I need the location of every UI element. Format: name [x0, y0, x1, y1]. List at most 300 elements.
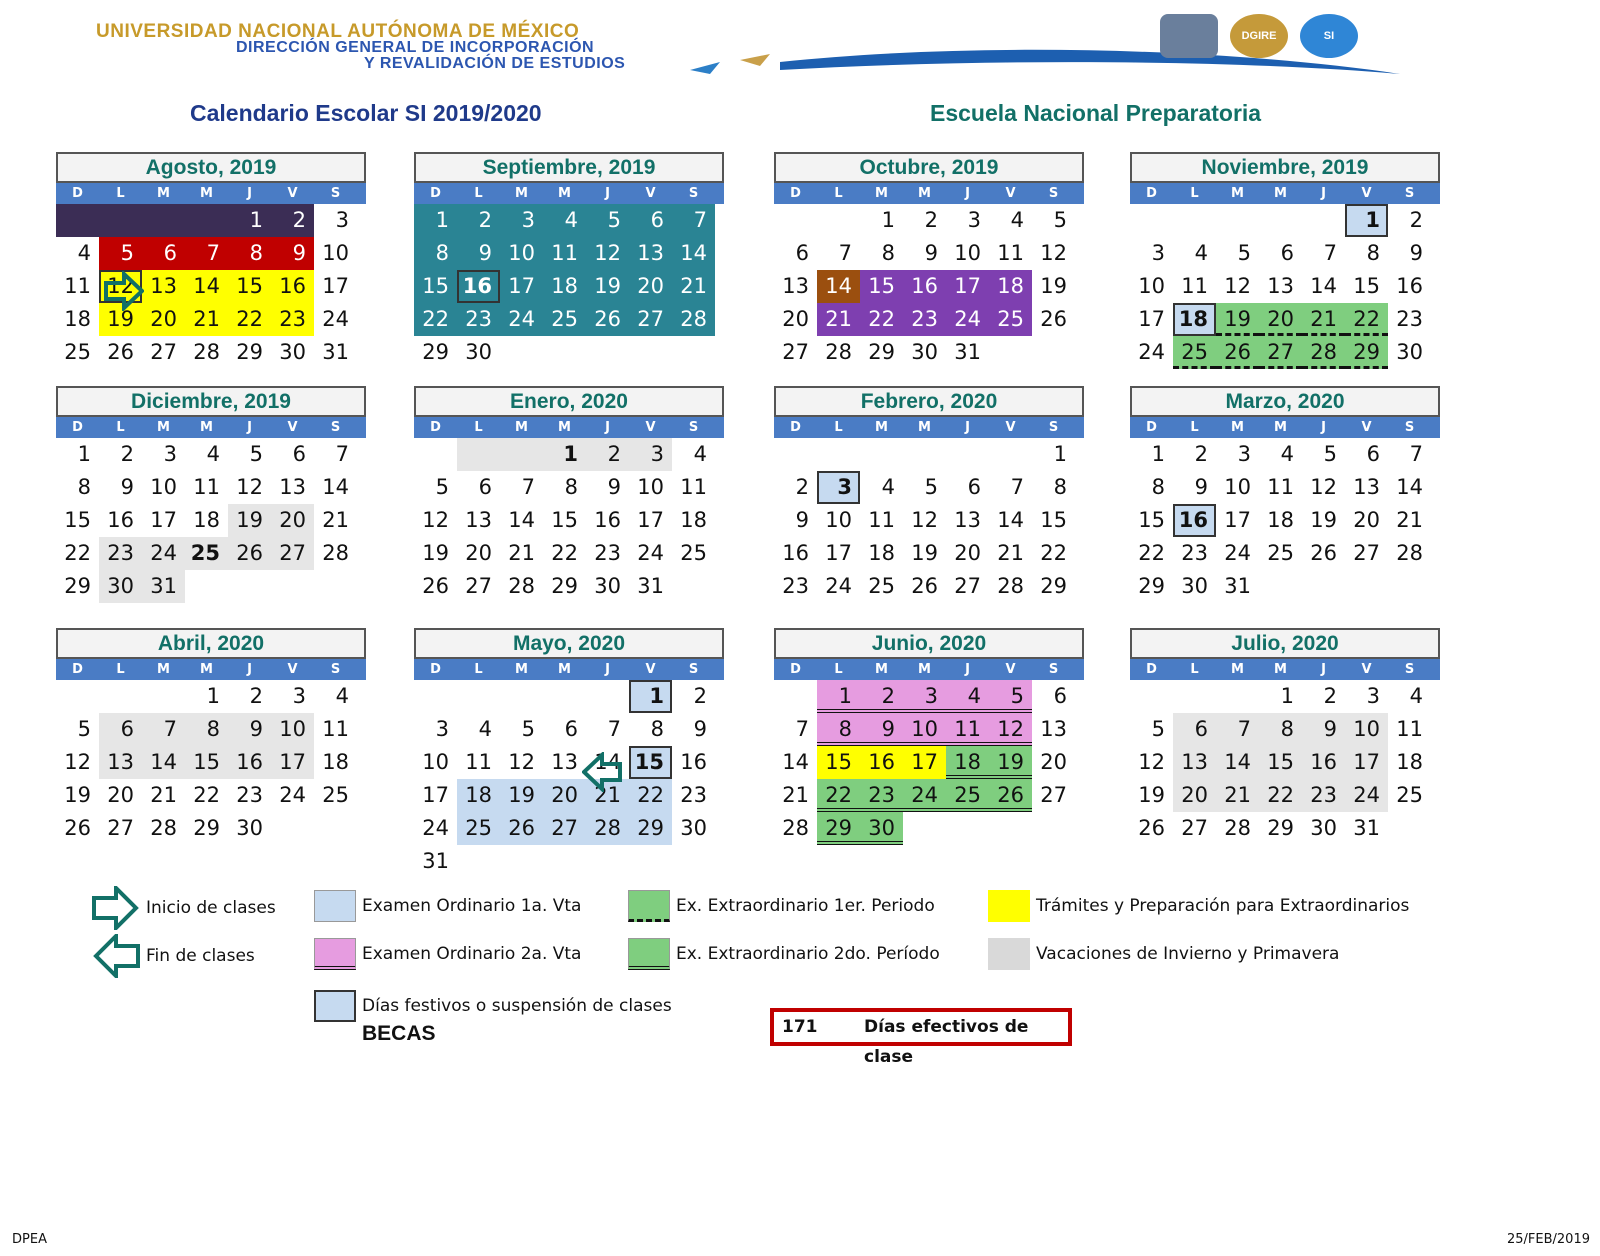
day-cell: 8 [564, 475, 578, 499]
day-cell: 19 [586, 270, 629, 303]
day-cell: 21 [1396, 508, 1423, 532]
legend-extra1 [628, 890, 935, 922]
day-cell: 22 [228, 303, 271, 336]
day-cell: 27 [1181, 816, 1208, 840]
day-cell: 26 [107, 340, 134, 364]
day-cell: 15 [629, 746, 672, 779]
weekday-label: S [1048, 662, 1059, 677]
day-cell: 14 [1216, 746, 1259, 779]
weekday-label: D [72, 420, 83, 435]
day-cell: 28 [825, 340, 852, 364]
day-cell: 8 [1151, 475, 1165, 499]
day-cell: 23 [236, 783, 263, 807]
day-cell: 19 [1310, 508, 1337, 532]
day-cell: 24 [279, 783, 306, 807]
weekday-label: J [247, 420, 252, 435]
day-cell: 9 [1194, 475, 1208, 499]
swatch-vacaciones [988, 938, 1030, 970]
weekday-label: S [1404, 662, 1415, 677]
unam-seal-icon [1160, 14, 1218, 58]
day-cell: 12 [64, 750, 91, 774]
day-cell: 19 [1216, 303, 1259, 336]
day-cell: 12 [99, 270, 142, 303]
day-cell: 3 [292, 684, 306, 708]
month-calendar [414, 386, 724, 603]
day-cell: 29 [551, 574, 578, 598]
day-cell: 9 [1409, 241, 1423, 265]
weekday-label: S [688, 186, 699, 201]
day-cell: 27 [271, 537, 314, 570]
day-cell: 9 [795, 508, 809, 532]
day-cell: 28 [508, 574, 535, 598]
day-cell: 7 [1409, 442, 1423, 466]
weekday-label: S [330, 662, 341, 677]
legend-ord2 [314, 938, 581, 970]
day-cell: 23 [1396, 307, 1423, 331]
month-calendar [56, 386, 366, 603]
weekday-label: D [1146, 420, 1157, 435]
day-cell: 20 [1040, 750, 1067, 774]
day-cell: 29 [64, 574, 91, 598]
arrow-left-icon [92, 934, 140, 978]
day-cell: 9 [693, 717, 707, 741]
dgire-logo: DGIRE [1230, 14, 1288, 58]
day-cell: 10 [825, 508, 852, 532]
month-title: Julio, 2020 [1130, 628, 1440, 659]
day-cell: 31 [954, 340, 981, 364]
weekday-label: D [1146, 662, 1157, 677]
day-cell: 3 [500, 204, 543, 237]
weekday-label: L [116, 420, 125, 435]
day-cell: 20 [465, 541, 492, 565]
day-cell: 21 [185, 303, 228, 336]
day-cell: 5 [77, 717, 91, 741]
month-title: Febrero, 2020 [774, 386, 1084, 417]
day-cell: 13 [629, 237, 672, 270]
day-cell: 28 [150, 816, 177, 840]
day-cell: 15 [817, 746, 860, 779]
day-cell: 7 [795, 717, 809, 741]
day-cell: 15 [1138, 508, 1165, 532]
day-cell: 20 [1173, 779, 1216, 812]
day-cell: 16 [457, 270, 500, 303]
day-cell: 28 [1302, 336, 1345, 369]
day-cell: 5 [435, 475, 449, 499]
day-cell: 16 [107, 508, 134, 532]
footer-left: DPEA [12, 1232, 47, 1247]
day-cell: 17 [903, 746, 946, 779]
empty-cell [1130, 680, 1173, 713]
day-cell: 2 [1194, 442, 1208, 466]
empty-cell [903, 438, 946, 471]
day-cell: 24 [637, 541, 664, 565]
day-cell: 20 [1353, 508, 1380, 532]
day-cell: 25 [543, 303, 586, 336]
month-calendar [774, 628, 1084, 845]
day-cell: 14 [817, 270, 860, 303]
weekday-label: D [790, 420, 801, 435]
weekday-header [414, 659, 724, 680]
weekday-label: V [287, 420, 298, 435]
day-cell: 16 [1302, 746, 1345, 779]
footer-right: 25/FEB/2019 [1507, 1232, 1590, 1247]
day-cell: 11 [1181, 274, 1208, 298]
day-grid [1130, 204, 1440, 369]
day-cell: 31 [1353, 816, 1380, 840]
month-title: Marzo, 2020 [1130, 386, 1440, 417]
weekday-label: D [430, 662, 441, 677]
weekday-header [774, 417, 1084, 438]
weekday-label: S [1404, 420, 1415, 435]
day-cell: 17 [422, 783, 449, 807]
month-title: Septiembre, 2019 [414, 152, 724, 183]
day-cell: 23 [457, 303, 500, 336]
day-cell: 28 [1224, 816, 1251, 840]
day-cell: 17 [1345, 746, 1388, 779]
class-start-arrow-icon [104, 271, 144, 311]
day-cell: 21 [1216, 779, 1259, 812]
day-cell: 28 [997, 574, 1024, 598]
day-cell: 26 [422, 574, 449, 598]
day-cell: 2 [457, 204, 500, 237]
weekday-header [56, 183, 366, 204]
weekday-label: S [688, 662, 699, 677]
day-cell: 18 [193, 508, 220, 532]
weekday-header [774, 183, 1084, 204]
day-cell: 25 [64, 340, 91, 364]
day-cell: 12 [422, 508, 449, 532]
weekday-label: V [1005, 420, 1016, 435]
day-cell: 13 [142, 270, 185, 303]
day-cell: 18 [989, 270, 1032, 303]
day-cell: 29 [193, 816, 220, 840]
day-cell: 8 [1053, 475, 1067, 499]
weekday-label: J [1321, 186, 1326, 201]
day-cell: 9 [1302, 713, 1345, 746]
day-cell: 16 [680, 750, 707, 774]
month-calendar [414, 628, 724, 878]
day-cell: 6 [142, 237, 185, 270]
day-cell: 24 [142, 537, 185, 570]
weekday-label: M [875, 662, 888, 677]
empty-cell [185, 204, 228, 237]
weekday-label: V [645, 186, 656, 201]
day-cell: 22 [817, 779, 860, 812]
day-cell: 23 [903, 303, 946, 336]
weekday-label: M [558, 662, 571, 677]
day-cell: 30 [1396, 340, 1423, 364]
day-cell: 24 [322, 307, 349, 331]
day-cell: 13 [465, 508, 492, 532]
day-cell: 11 [1396, 717, 1423, 741]
day-cell: 1 [543, 438, 586, 471]
swatch-ord2 [314, 938, 356, 970]
day-cell: 1 [414, 204, 457, 237]
day-cell: 21 [817, 303, 860, 336]
day-cell: 21 [322, 508, 349, 532]
day-cell: 23 [594, 541, 621, 565]
weekday-label: J [605, 662, 610, 677]
month-calendar [1130, 628, 1440, 845]
day-cell: 16 [228, 746, 271, 779]
day-cell: 4 [1010, 208, 1024, 232]
day-cell: 25 [946, 779, 989, 812]
day-cell: 23 [782, 574, 809, 598]
day-cell: 13 [954, 508, 981, 532]
day-cell: 25 [868, 574, 895, 598]
month-title: Agosto, 2019 [56, 152, 366, 183]
day-cell: 12 [911, 508, 938, 532]
day-cell: 15 [64, 508, 91, 532]
day-cell: 2 [1323, 684, 1337, 708]
day-cell: 14 [185, 270, 228, 303]
day-grid [414, 680, 724, 878]
day-cell: 26 [911, 574, 938, 598]
day-cell: 21 [672, 270, 715, 303]
day-grid [774, 680, 1084, 845]
legend-extra2 [628, 938, 940, 970]
month-calendar [774, 152, 1084, 369]
day-cell: 11 [465, 750, 492, 774]
day-cell: 23 [1302, 779, 1345, 812]
month-calendar [774, 386, 1084, 603]
day-cell: 24 [946, 303, 989, 336]
weekday-label: M [558, 186, 571, 201]
weekday-label: M [558, 420, 571, 435]
swatch-ord1 [314, 890, 356, 922]
day-cell: 20 [954, 541, 981, 565]
day-cell: 10 [637, 475, 664, 499]
day-cell: 2 [249, 684, 263, 708]
empty-cell [56, 680, 99, 713]
day-cell: 14 [1310, 274, 1337, 298]
day-cell: 1 [1280, 684, 1294, 708]
month-title: Abril, 2020 [56, 628, 366, 659]
day-cell: 19 [64, 783, 91, 807]
day-cell: 31 [142, 570, 185, 603]
weekday-label: D [72, 186, 83, 201]
day-cell: 30 [99, 570, 142, 603]
legend-ord1 [314, 890, 581, 922]
day-cell: 30 [236, 816, 263, 840]
legend-ord1-label: Examen Ordinario 1a. Vta [362, 896, 582, 916]
day-cell: 31 [322, 340, 349, 364]
day-cell: 1 [629, 680, 672, 713]
day-cell: 7 [142, 713, 185, 746]
day-cell: 19 [1138, 783, 1165, 807]
day-cell: 15 [1040, 508, 1067, 532]
day-cell: 12 [989, 713, 1032, 746]
effective-days-box [770, 1008, 1072, 1067]
day-cell: 26 [228, 537, 271, 570]
weekday-label: L [1190, 662, 1199, 677]
weekday-label: V [287, 662, 298, 677]
empty-cell [1302, 204, 1345, 237]
day-cell: 6 [795, 241, 809, 265]
day-cell: 16 [271, 270, 314, 303]
day-cell: 10 [322, 241, 349, 265]
swatch-extra2 [628, 938, 670, 970]
legend-vacaciones-label: Vacaciones de Invierno y Primavera [1036, 944, 1340, 964]
day-cell: 24 [1138, 340, 1165, 364]
day-cell: 26 [500, 812, 543, 845]
logos [1160, 14, 1358, 58]
day-cell: 25 [185, 537, 228, 570]
day-grid [56, 204, 366, 369]
day-cell: 4 [77, 241, 91, 265]
day-cell: 16 [1396, 274, 1423, 298]
day-grid [56, 680, 366, 845]
weekday-label: V [1005, 186, 1016, 201]
day-cell: 28 [586, 812, 629, 845]
day-cell: 9 [120, 475, 134, 499]
day-cell: 21 [586, 779, 629, 812]
day-cell: 5 [1237, 241, 1251, 265]
day-cell: 21 [997, 541, 1024, 565]
day-cell: 30 [860, 812, 903, 845]
legend-tramites [988, 890, 1409, 922]
day-cell: 5 [1151, 717, 1165, 741]
weekday-label: D [1146, 186, 1157, 201]
day-cell: 23 [680, 783, 707, 807]
weekday-label: M [875, 420, 888, 435]
day-cell: 31 [1224, 574, 1251, 598]
legend-extra1-label: Ex. Extraordinario 1er. Periodo [676, 896, 935, 916]
weekday-header [56, 417, 366, 438]
empty-cell [1130, 204, 1173, 237]
calendar-title: Calendario Escolar SI 2019/2020 [190, 100, 542, 126]
weekday-label: S [330, 420, 341, 435]
month-title: Enero, 2020 [414, 386, 724, 417]
swatch-extra1 [628, 890, 670, 922]
day-cell: 27 [1353, 541, 1380, 565]
day-cell: 18 [322, 750, 349, 774]
day-cell: 25 [989, 303, 1032, 336]
day-cell: 8 [1366, 241, 1380, 265]
weekday-label: L [1190, 186, 1199, 201]
weekday-label: J [965, 662, 970, 677]
weekday-header [774, 659, 1084, 680]
day-cell: 15 [1353, 274, 1380, 298]
weekday-label: V [645, 420, 656, 435]
day-cell: 1 [817, 680, 860, 713]
day-cell: 14 [672, 237, 715, 270]
day-cell: 19 [228, 504, 271, 537]
weekday-label: L [474, 662, 483, 677]
weekday-label: L [116, 186, 125, 201]
weekday-label: J [605, 420, 610, 435]
day-cell: 22 [1040, 541, 1067, 565]
day-cell: 30 [594, 574, 621, 598]
day-cell: 6 [99, 713, 142, 746]
weekday-label: M [200, 186, 213, 201]
day-cell: 18 [1396, 750, 1423, 774]
weekday-header [56, 659, 366, 680]
day-cell: 4 [543, 204, 586, 237]
day-cell: 26 [586, 303, 629, 336]
day-cell: 28 [782, 816, 809, 840]
day-cell: 13 [279, 475, 306, 499]
day-cell: 27 [954, 574, 981, 598]
weekday-label: M [515, 186, 528, 201]
day-cell: 11 [193, 475, 220, 499]
day-cell: 13 [1173, 746, 1216, 779]
day-cell: 12 [1224, 274, 1251, 298]
weekday-header [1130, 183, 1440, 204]
empty-cell [457, 438, 500, 471]
weekday-label: D [790, 662, 801, 677]
day-cell: 22 [64, 541, 91, 565]
day-cell: 9 [271, 237, 314, 270]
day-cell: 7 [335, 442, 349, 466]
day-cell: 9 [228, 713, 271, 746]
day-cell: 25 [457, 812, 500, 845]
day-grid [774, 438, 1084, 603]
effective-days-count: 171 [782, 1017, 818, 1037]
day-cell: 29 [1267, 816, 1294, 840]
day-cell: 24 [1224, 541, 1251, 565]
day-cell: 30 [680, 816, 707, 840]
day-cell: 23 [99, 537, 142, 570]
month-calendar [1130, 152, 1440, 369]
day-cell: 22 [414, 303, 457, 336]
day-cell: 11 [946, 713, 989, 746]
day-cell: 26 [1310, 541, 1337, 565]
day-cell: 31 [422, 849, 449, 873]
day-cell: 12 [508, 750, 535, 774]
day-cell: 4 [1194, 241, 1208, 265]
weekday-label: J [965, 420, 970, 435]
day-cell: 20 [782, 307, 809, 331]
day-grid [1130, 680, 1440, 845]
day-cell: 7 [1323, 241, 1337, 265]
day-cell: 4 [478, 717, 492, 741]
day-cell: 5 [1053, 208, 1067, 232]
day-cell: 24 [500, 303, 543, 336]
weekday-label: M [515, 420, 528, 435]
swatch-festivos [314, 990, 356, 1022]
legend-festivos-label: Días festivos o suspensión de clases [362, 996, 672, 1016]
weekday-label: M [1231, 186, 1244, 201]
day-cell: 19 [422, 541, 449, 565]
weekday-label: S [1048, 186, 1059, 201]
day-cell: 7 [1216, 713, 1259, 746]
legend-inicio: Inicio de clases [146, 898, 276, 918]
org-name-line2: DIRECCIÓN GENERAL DE INCORPORACIÓN [236, 39, 595, 56]
empty-cell [1216, 204, 1259, 237]
day-cell: 22 [193, 783, 220, 807]
day-cell: 16 [1173, 504, 1216, 537]
day-cell: 13 [1353, 475, 1380, 499]
day-cell: 3 [1237, 442, 1251, 466]
weekday-label: L [1190, 420, 1199, 435]
day-cell: 29 [817, 812, 860, 845]
day-cell: 17 [1224, 508, 1251, 532]
empty-cell [543, 680, 586, 713]
day-cell: 18 [946, 746, 989, 779]
day-cell: 18 [64, 307, 91, 331]
day-cell: 4 [881, 475, 895, 499]
day-cell: 18 [457, 779, 500, 812]
day-cell: 28 [672, 303, 715, 336]
weekday-label: M [157, 662, 170, 677]
day-cell: 3 [967, 208, 981, 232]
day-cell: 30 [1181, 574, 1208, 598]
day-cell: 2 [586, 438, 629, 471]
day-cell: 17 [500, 270, 543, 303]
day-cell: 19 [911, 541, 938, 565]
day-cell: 11 [997, 241, 1024, 265]
